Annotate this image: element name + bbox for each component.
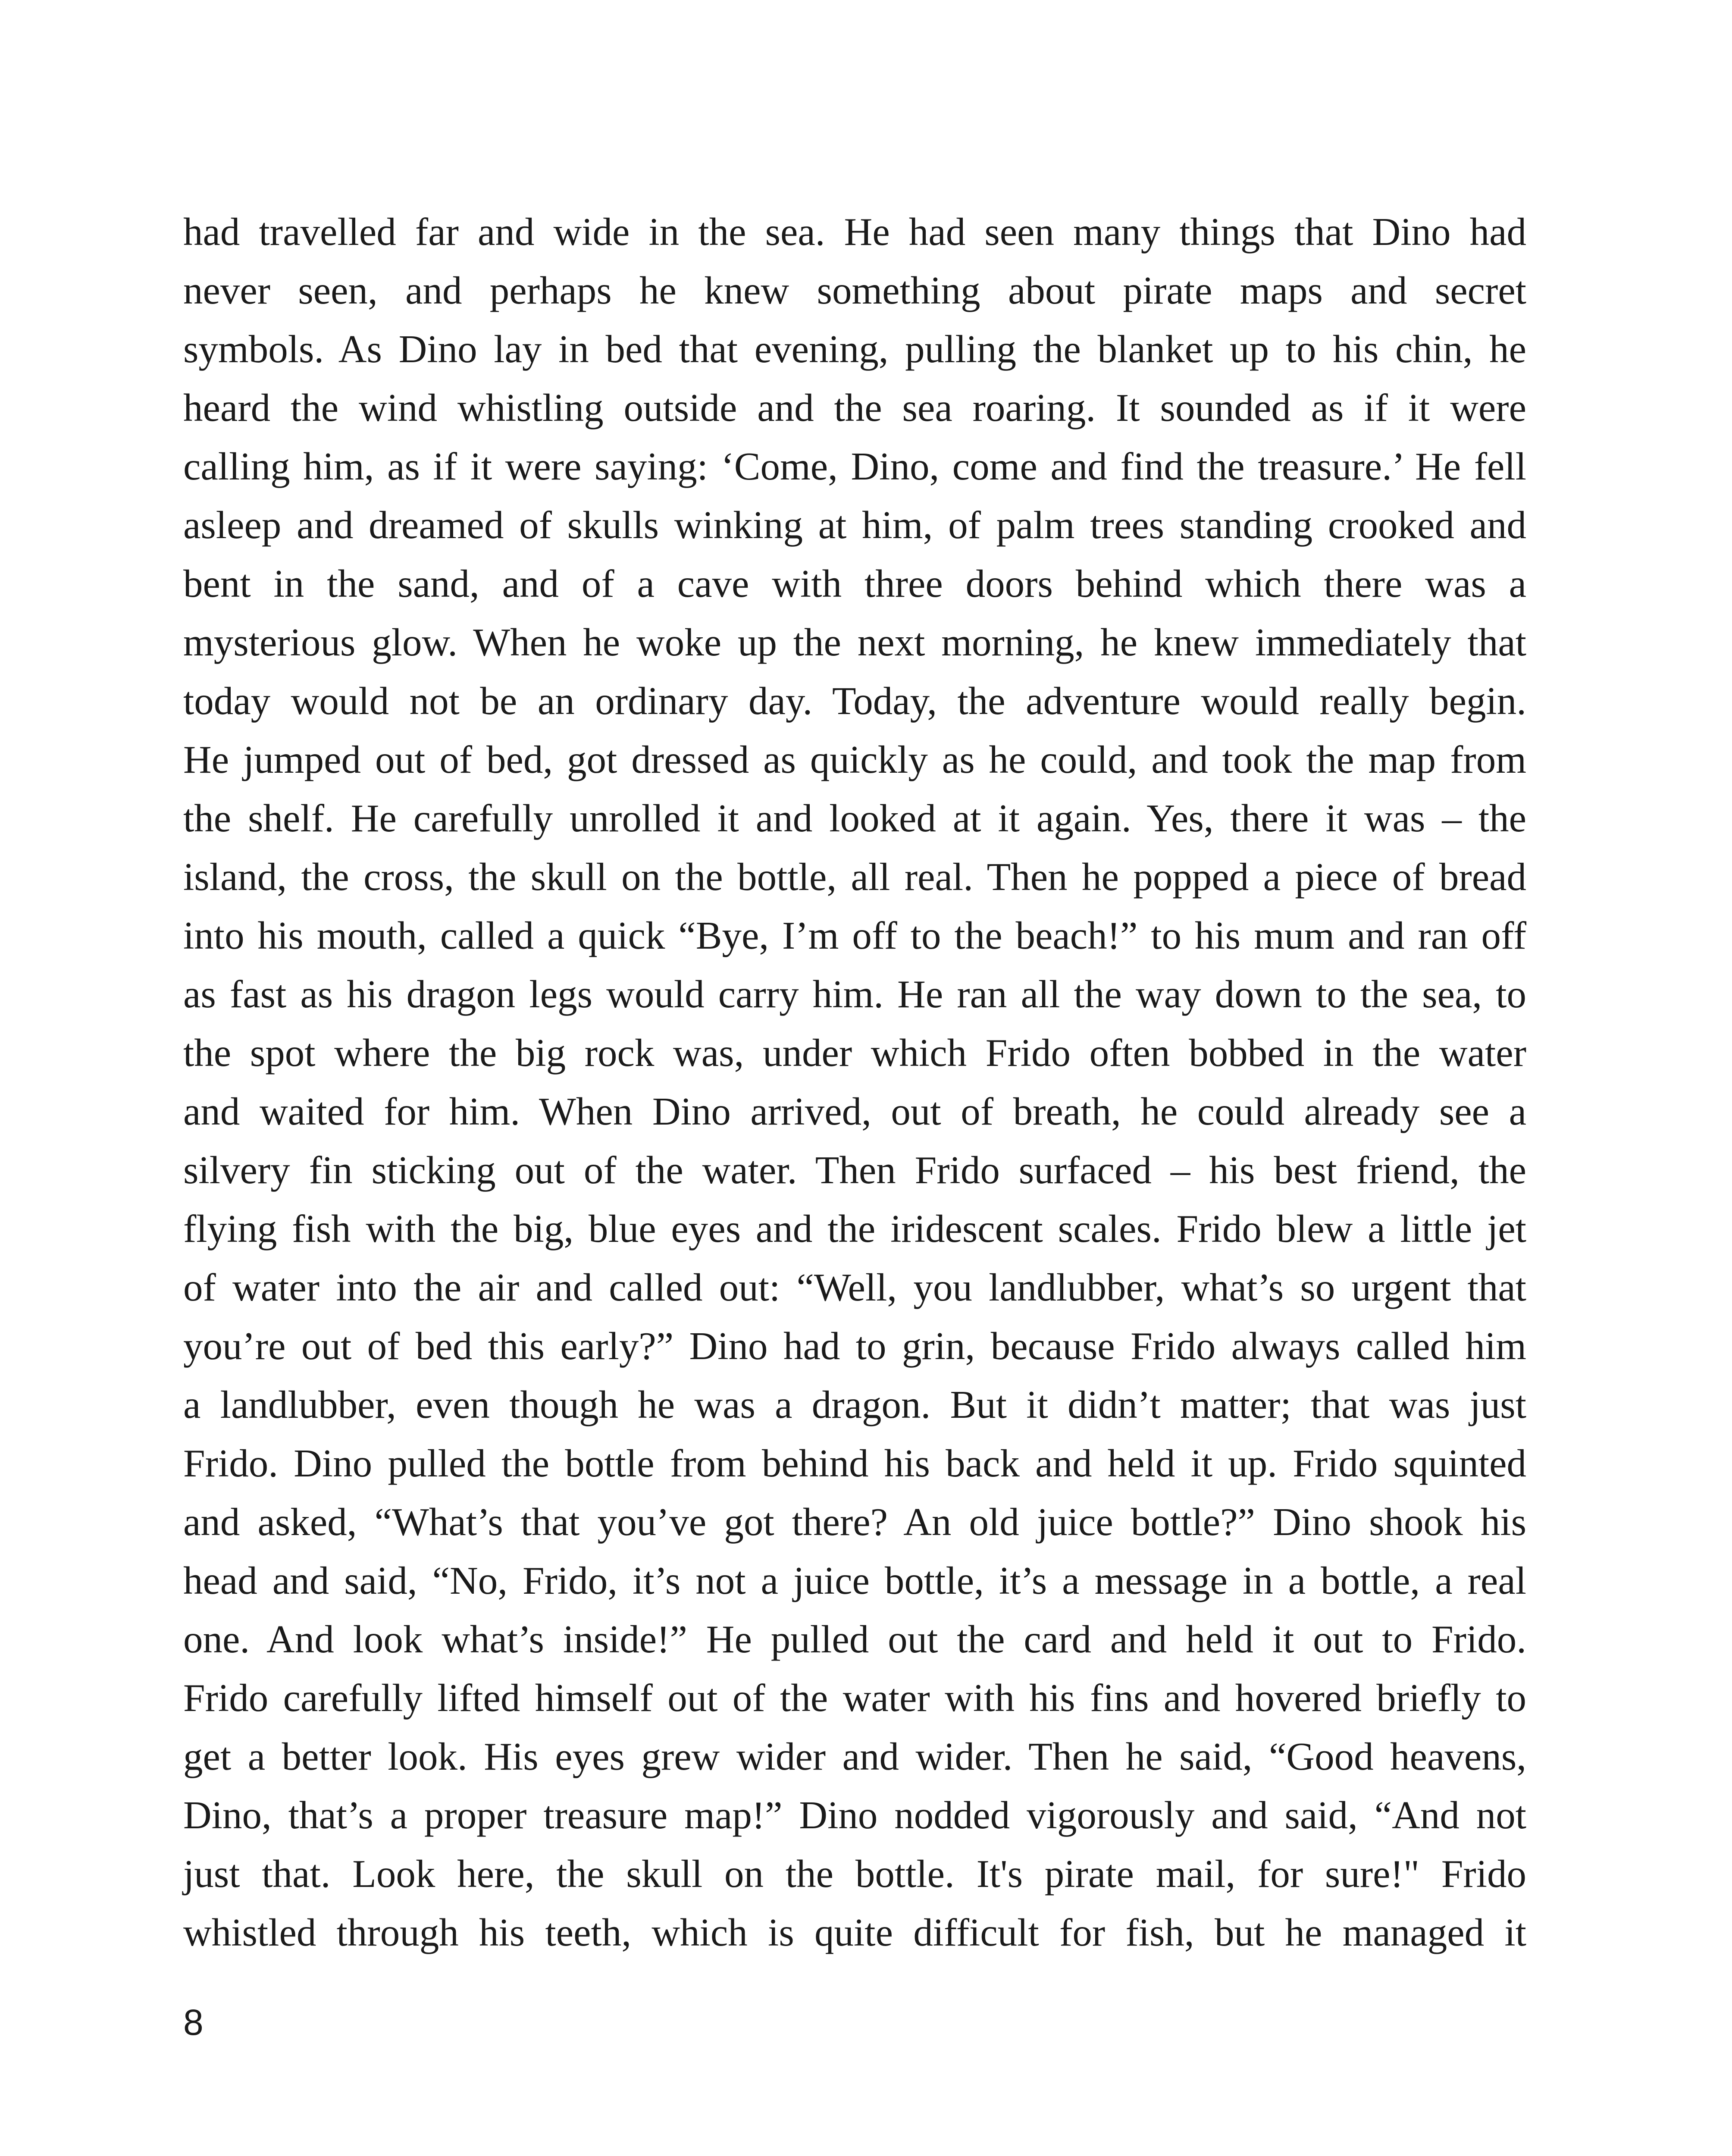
- text-line: the shelf. He carefully unrolled it and looked at it again. Yes, there it was – the: [183, 796, 1526, 840]
- text-line: mysterious glow. When he woke up the next morning, he knew immediately that: [183, 620, 1526, 664]
- text-line: asleep and dreamed of skulls winking at him, of palm trees standing crooked and: [183, 503, 1526, 547]
- text-line: get a better look. His eyes grew wider and wider. Then he said, “Good heavens,: [183, 1735, 1526, 1778]
- text-line: He jumped out of bed, got dressed as quickly as he could, and took the map from: [183, 738, 1526, 781]
- text-line: today would not be an ordinary day. Today, the adventure would really begin.: [183, 679, 1526, 723]
- text-line: symbols. As Dino lay in bed that evening, pulling the blanket up to his chin, he: [183, 327, 1526, 371]
- page-number: 8: [183, 2002, 204, 2043]
- text-line: island, the cross, the skull on the bottle, all real. Then he popped a piece of bread: [183, 855, 1526, 899]
- text-line: calling him, as if it were saying: ‘Come, Dino, come and find the treasure.’ He fell: [183, 445, 1526, 488]
- text-line: Frido. Dino pulled the bottle from behind his back and held it up. Frido squinted: [183, 1442, 1526, 1485]
- text-line: head and said, “No, Frido, it’s not a juice bottle, it’s a message in a bottle, a real: [183, 1559, 1526, 1602]
- text-line: flying fish with the big, blue eyes and the iridescent scales. Frido blew a little jet: [183, 1207, 1526, 1250]
- text-line: of water into the air and called out: “Well, you landlubber, what’s so urgent that: [183, 1266, 1526, 1309]
- text-line: into his mouth, called a quick “Bye, I’m off to the beach!” to his mum and ran off: [183, 914, 1526, 957]
- text-line: Dino, that’s a proper treasure map!” Dino nodded vigorously and said, “And not: [183, 1793, 1526, 1837]
- text-line: a landlubber, even though he was a dragon. But it didn’t matter; that was just: [183, 1383, 1526, 1426]
- text-line: Frido carefully lifted himself out of the water with his fins and hovered briefly to: [183, 1676, 1526, 1720]
- text-line: the spot where the big rock was, under which Frido often bobbed in the water: [183, 1031, 1526, 1075]
- text-line: whistled through his teeth, which is quite difficult for fish, but he managed it: [183, 1911, 1526, 1954]
- text-line: you’re out of bed this early?” Dino had to grin, because Frido always called him: [183, 1324, 1526, 1368]
- body-text: [183, 203, 1526, 1962]
- text-line: and asked, “What’s that you’ve got there? An old juice bottle?” Dino shook his: [183, 1500, 1526, 1544]
- text-line: silvery fin sticking out of the water. Then Frido surfaced – his best friend, the: [183, 1148, 1526, 1192]
- text-line: one. And look what’s inside!” He pulled out the card and held it out to Frido.: [183, 1617, 1526, 1661]
- text-line: just that. Look here, the skull on the bottle. It's pirate mail, for sure!" Frido: [183, 1852, 1526, 1896]
- text-line: heard the wind whistling outside and the sea roaring. It sounded as if it were: [183, 386, 1526, 429]
- text-line: as fast as his dragon legs would carry him. He ran all the way down to the sea, to: [183, 972, 1526, 1016]
- text-line: never seen, and perhaps he knew something about pirate maps and secret: [183, 269, 1526, 312]
- text-line: had travelled far and wide in the sea. He had seen many things that Dino had: [183, 210, 1526, 254]
- text-line: bent in the sand, and of a cave with three doors behind which there was a: [183, 562, 1526, 605]
- text-line: and waited for him. When Dino arrived, out of breath, he could already see a: [183, 1090, 1526, 1133]
